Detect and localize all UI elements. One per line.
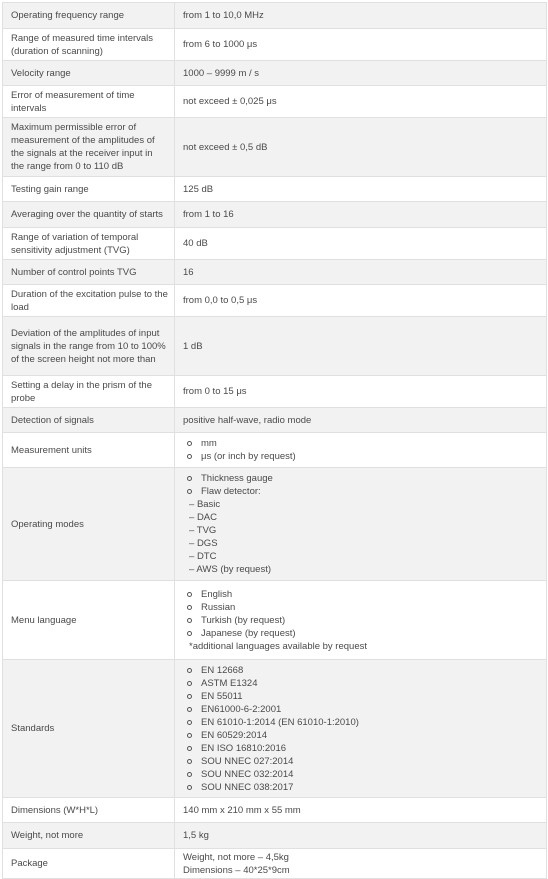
spec-row: [3, 29, 547, 61]
spec-value: from 1 to 16: [175, 202, 547, 228]
spec-label: Operating frequency range: [3, 3, 175, 29]
spec-value: from 1 to 10,0 MHz: [175, 3, 547, 29]
spec-value: [175, 581, 547, 660]
spec-label: Package: [3, 849, 175, 879]
spec-row: [3, 823, 547, 849]
spec-label: Measurement units: [3, 433, 175, 468]
spec-value: 140 mm x 210 mm x 55 mm: [175, 798, 547, 823]
standards-list: [183, 664, 538, 794]
spec-value: 125 dB: [175, 177, 547, 202]
list-item: – Basic: [189, 499, 221, 510]
spec-label: Dimensions (W*H*L): [3, 798, 175, 823]
list-item: EN 60529:2014: [183, 729, 538, 742]
mode-name: DAC: [196, 512, 217, 523]
spec-label: Range of variation of temporal sensitivity adjustment (TVG): [3, 228, 175, 260]
spec-row: [3, 61, 547, 86]
mode-name: Basic: [196, 499, 221, 510]
mode-name: DTC: [196, 551, 217, 562]
spec-row: [3, 408, 547, 433]
list-item: English: [183, 588, 538, 601]
spec-row: [3, 86, 547, 118]
spec-label: Weight, not more: [3, 823, 175, 849]
list-item: – DTC: [189, 551, 217, 562]
spec-row: [3, 202, 547, 228]
list-item: – AWS (by request): [189, 564, 272, 575]
operating-modes-list: [183, 472, 538, 498]
list-item: Japanese (by request): [183, 627, 538, 640]
spec-row: [3, 376, 547, 408]
spec-row: [3, 798, 547, 823]
package-weight: Weight, not more – 4,5kg: [183, 851, 289, 863]
specifications-table: [2, 2, 547, 879]
list-item: EN 12668: [183, 664, 538, 677]
spec-row-standards: [3, 660, 547, 798]
list-item: SOU NNEC 032:2014: [183, 768, 538, 781]
spec-row-menu-language: [3, 581, 547, 660]
spec-value: 16: [175, 260, 547, 285]
spec-value: 1,5 kg: [175, 823, 547, 849]
spec-label: Range of measured time intervals (duration of scanning): [3, 29, 175, 61]
list-item: EN 55011: [183, 690, 538, 703]
list-item: Flaw detector:: [183, 485, 538, 498]
languages-note: *additional languages available by request: [189, 640, 367, 652]
list-item: SOU NNEC 027:2014: [183, 755, 538, 768]
list-item: Thickness gauge: [183, 472, 538, 485]
spec-row: [3, 177, 547, 202]
spec-label: Maximum permissible error of measurement of the amplitudes of the signals at the receiver input in the range from 0 to 110 dB: [3, 118, 175, 177]
package-dimensions: Dimensions – 40*25*9cm: [183, 864, 290, 876]
flaw-detector-modes-list: [183, 498, 538, 576]
spec-value: [175, 468, 547, 581]
spec-label: Testing gain range: [3, 177, 175, 202]
spec-label: Operating modes: [3, 468, 175, 581]
spec-label: Deviation of the amplitudes of input signals in the range from 10 to 100% of the screen height not more than: [3, 317, 175, 376]
spec-value: not exceed ± 0,025 μs: [175, 86, 547, 118]
spec-label: Duration of the excitation pulse to the load: [3, 285, 175, 317]
menu-language-list: [183, 588, 538, 640]
list-item: μs (or inch by request): [183, 450, 538, 463]
spec-value: 1 dB: [175, 317, 547, 376]
spec-label: Number of control points TVG: [3, 260, 175, 285]
list-item: EN 61010-1:2014 (EN 61010-1:2010): [183, 716, 538, 729]
spec-value: not exceed ± 0,5 dB: [175, 118, 547, 177]
measurement-units-list: [183, 437, 538, 463]
spec-value: from 6 to 1000 μs: [175, 29, 547, 61]
spec-value: from 0,0 to 0,5 μs: [175, 285, 547, 317]
mode-name: AWS (by request): [196, 564, 272, 575]
spec-row: [3, 260, 547, 285]
spec-row-measurement-units: [3, 433, 547, 468]
spec-row: [3, 228, 547, 260]
spec-label: Standards: [3, 660, 175, 798]
spec-row-package: [3, 849, 547, 879]
spec-label: Menu language: [3, 581, 175, 660]
spec-value: 40 dB: [175, 228, 547, 260]
list-item: EN61000-6-2:2001: [183, 703, 538, 716]
list-item: – DAC: [189, 512, 217, 523]
list-item: – TVG: [189, 525, 217, 536]
spec-row-operating-modes: [3, 468, 547, 581]
spec-label: Averaging over the quantity of starts: [3, 202, 175, 228]
spec-row: [3, 118, 547, 177]
spec-row: [3, 317, 547, 376]
list-item: Russian: [183, 601, 538, 614]
spec-row: [3, 285, 547, 317]
spec-row: [3, 3, 547, 29]
spec-label: Velocity range: [3, 61, 175, 86]
spec-value: from 0 to 15 μs: [175, 376, 547, 408]
list-item: ASTM E1324: [183, 677, 538, 690]
spec-value: 1000 – 9999 m / s: [175, 61, 547, 86]
spec-label: Error of measurement of time intervals: [3, 86, 175, 118]
list-item: Turkish (by request): [183, 614, 538, 627]
spec-label: Detection of signals: [3, 408, 175, 433]
list-item: – DGS: [189, 538, 218, 549]
spec-value: [175, 849, 547, 879]
mode-name: TVG: [196, 525, 217, 536]
spec-label: Setting a delay in the prism of the probe: [3, 376, 175, 408]
spec-value: [175, 660, 547, 798]
spec-value: [175, 433, 547, 468]
list-item: SOU NNEC 038:2017: [183, 781, 538, 794]
mode-name: DGS: [196, 538, 218, 549]
list-item: EN ISO 16810:2016: [183, 742, 538, 755]
list-item: mm: [183, 437, 538, 450]
spec-value: positive half-wave, radio mode: [175, 408, 547, 433]
